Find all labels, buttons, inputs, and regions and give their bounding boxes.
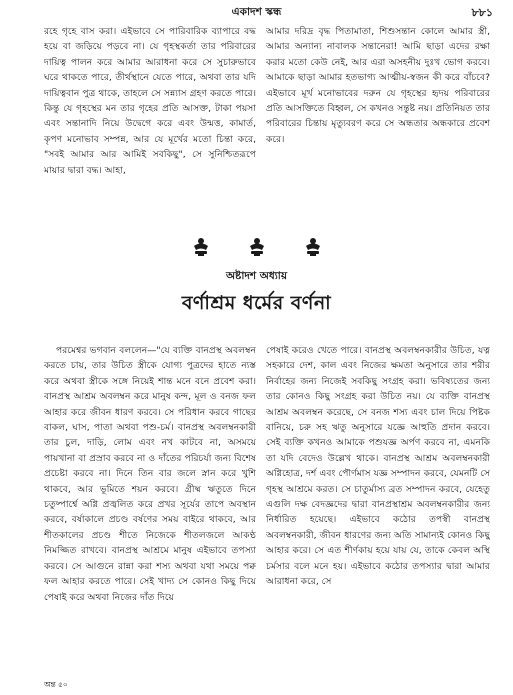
lotus-ornament-icon [192, 237, 210, 257]
chapter-title: বর্ণাশ্রম ধর্মের বর্ণনা [181, 292, 332, 314]
bottom-right-column [266, 343, 490, 673]
bottom-left-column [44, 343, 256, 673]
bottom-left-paragraph: পরমেশ্বর ভগবান বললেন—"যে ব্যক্তি বানপ্রস্থ অবলম্বন করতে চায়, তার উচিত স্ত্রীকে যোগ্য পুত্রদের হাতে ন্যস্ত করে অথবা স্ত্রীকে সঙ্গে নিয়েই শান্ত মনে বনে প্রবেশ করা। বানপ্রস্থ আশ্রম অবলম্বন করে মানুষ কন্দ, মূল ও বনজ ফল আহার করে জীবন ধারণ করবে। সে পরিধান করবে গাছের বাকল, ঘাস, পাতা অথবা পশু-চর্ম। বানপ্রস্থ অবলম্বনকারী তার চুল, দাড়ি, লোম এবং নখ কাটবে না, অসময়ে পায়খানা বা প্রস্রাব করবে না ও দাঁতের পরিচর্যা জন্য বিশেষ প্রচেষ্টা করবে না। দিনে তিন বার জলে স্নান করে খুশি থাকবে, আর ভূমিতে শয়ন করবে। গ্রীষ্ম ঋতুতে দিনে চতুষ্পার্শ্বে অগ্নি প্রজ্বলিত করে প্রখর সূর্যের তাপে অবস্থান করবে, বর্ষাকালে প্রচণ্ড বর্ষণের সময় বাইরে থাকবে, আর শীতকালের প্রচণ্ড শীতে নিজেকে শীতলজলে আকণ্ঠ নিমজ্জিত রাখবে। বানপ্রস্থ আশ্রমে মানুষ এইভাবে তপস্যা করবে। সে আগুনে রান্না করা শস্য অথবা যথা সময়ে পক্ব ফল আহার করতে পারে। সেই খাদ্য সে কোনও কিছু দিয়ে পেষাই করে অথবা নিজের দাঁত দিয়ে [44, 345, 256, 603]
chapter-heading: অষ্টাদশ অধ্যায় [225, 270, 288, 282]
running-title: একাদশ স্কন্ধ [231, 6, 282, 18]
top-right-paragraph: আমার দরিদ্র বৃদ্ধ পিতামাতা, শিশুসন্তান কোলে আমার স্ত্রী, আমার অন্যান্য নাবালক সন্তানেরা! আমি ছাড়া এদের রক্ষা করার মতো কেউ নেই, আর এরা অসহনীয় দুঃখ ভোগ করবে। আমাকে ছাড়া আমার হতভাগ্য আত্মীয়-স্বজন কী করে বাঁচবে? এইভাবে মূর্খ মনোভাবের দরুন যে গৃহস্থের হৃদয় পরিবারের প্রতি আসক্তিতে বিহ্বল, সে কখনও সন্তুষ্ট নয়। প্রতিনিয়ত তার পরিবারের চিন্তায় মৃত্যুবরণ করে সে অন্ধতার অন্ধকারে প্রবেশ করে। [266, 26, 490, 145]
lotus-ornament-icon [304, 237, 322, 257]
top-left-paragraph: রহে গৃহে বাস করা। এইভাবে সে পারিবারিক ব্যাপারে বদ্ধ হয়ে বা জড়িয়ে পড়বে না। যে গৃহস্থকর্তা তার পরিবারের দায়িত্ব পালন করে আমার আরাধনা করে সে সুচারুভাবে ঘরে থাকতে পারে, তীর্থস্থানে যেতে পারে, অথবা তার যদি দায়িত্ববান পুত্র থাকে, তাহলে সে সন্ন্যাস গ্রহণ করতে পারে। কিন্তু যে গৃহস্থের মন তার গৃহের প্রতি আসক্ত, টাকা পয়সা এবং সন্তানাদি নিয়ে উদ্বেগে করে এবং উন্মত্ত, কামার্ত, কৃপণ মনোভাব সম্পন্ন, আর যে মূর্খের মতো চিন্তা করে, "সবই আমার আর আমিই সবকিছু", সে সুনিশ্চিতরূপে মায়ার দ্বারা বদ্ধ। আহা, [44, 26, 256, 176]
top-right-column [266, 24, 490, 180]
top-left-column [44, 24, 256, 224]
page-number: ৮৮১ [471, 6, 493, 19]
footer-signature: অন্ত ৫০ [44, 680, 68, 689]
running-head [0, 4, 513, 20]
section-divider-ornaments [0, 237, 513, 259]
lotus-ornament-icon [248, 237, 266, 257]
bottom-right-paragraph: পেষাই করেও খেতে পারে। বানপ্রস্থ অবলম্বনকারীর উচিত, যত্ন সহকারে দেশ, কাল এবং নিজের ক্ষমতা অনুসারে তার শরীর নির্বাহের জন্য নিজেই সবকিছু সংগ্রহ করা। ভবিষ্যতের জন্য তার কোনও কিছু সংগ্রহ করা উচিত নয়। যে ব্যক্তি বানপ্রস্থ আশ্রম অবলম্বন করেছে, সে বনজ শস্য এবং চাল দিয়ে পিষ্টক বানিয়ে, চরু সহ ঋতু অনুসারে যজ্ঞে আহুতি প্রদান করবে। সেই ব্যক্তি কখনও আমাকে পশুযজ্ঞ অর্পণ করবে না, এমনকি তা যদি বেদেও উল্লেখ থাকে। বানপ্রস্থ আশ্রম অবলম্বনকারী অগ্নিহোত্র, দর্শ এবং পৌর্ণমাস যজ্ঞ সম্পাদন করবে, যেমনটি সে গৃহস্থ আশ্রমে করত। সে চাতুর্মাস্য ব্রত সম্পাদন করবে, যেহেতু এগুলি দক্ষ বেদজ্ঞদের দ্বারা বানপ্রস্থাশ্রম অবলম্বনকারীর জন্য নির্ধারিত হয়েছে। এইভাবে কঠোর তপস্বী বানপ্রস্থ অবলম্বনকারী, জীবন ধারণের জন্য অতি সামান্যই কোনও কিছু আহার করে। সে এত শীর্ণকায় হয়ে যায় যে, তাকে কেবল অস্থি চর্মসার বলে মনে হয়। এইভাবে কঠোর তপস্যার দ্বারা আমার আরাধনা করে, সে [266, 345, 490, 588]
